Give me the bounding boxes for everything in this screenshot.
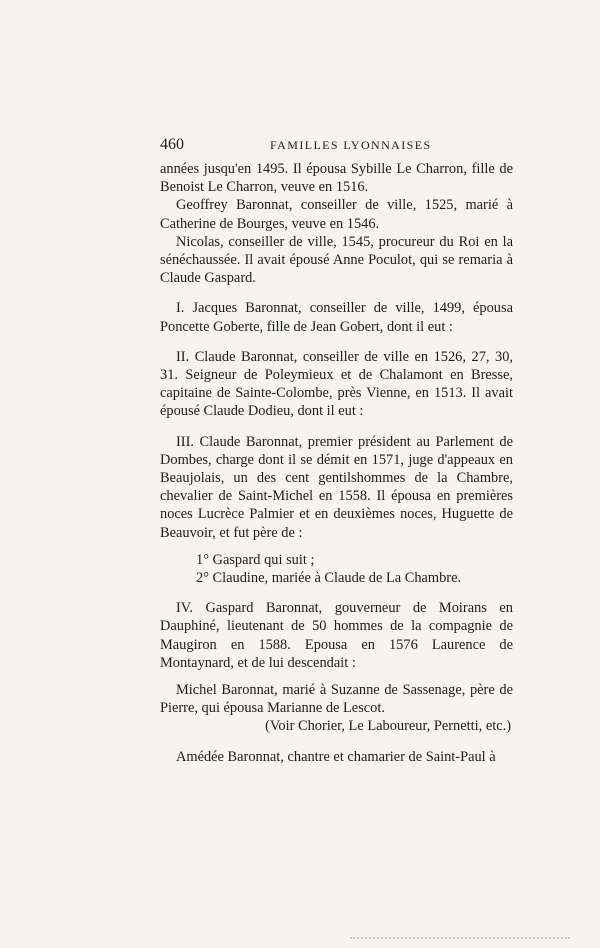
page-header — [160, 136, 510, 156]
list-item-gaspard: 1° Gaspard qui suit ; — [196, 551, 315, 568]
paragraph-generation-2: II. Claude Baronnat, conseiller de ville en 1526, 27, 30, 31. Seigneur de Poleymieux et de Chalamont en Bresse, capitaine de Sainte-Colombe, près Vienne, en 1513. Il avait épousé Claude Dodieu, dont il eut : — [160, 348, 513, 420]
paragraph-generation-3: III. Claude Baronnat, premier président au Parlement de Dombes, charge dont il se démit en 1571, juge d'appeaux en Beaujolais, un des cent gentilshommes de la Chambre, chevalier de Saint-Michel en 1558. Il épousa en premières noces Lucrèce Palmier et en deuxièmes noces, Huguette de Beauvoir, et fut père de : — [160, 433, 513, 541]
paragraph-michel: Michel Baronnat, marié à Suzanne de Sassenage, père de Pierre, qui épousa Marianne de Lescot. — [160, 682, 513, 717]
list-item-claudine: 2° Claudine, mariée à Claude de La Chambre. — [196, 570, 462, 587]
citation-reference: (Voir Chorier, Le Laboureur, Pernetti, etc.) — [265, 718, 511, 735]
page-number: 460 — [160, 136, 184, 153]
paragraph-amedee: Amédée Baronnat, chantre et chamarier de Saint-Paul à — [176, 748, 496, 765]
scan-edge-artifact — [350, 937, 570, 942]
paragraph-geoffrey: Geoffrey Baronnat, conseiller de ville, 1525, marié à Catherine de Bourges, veuve en 1546. — [160, 197, 513, 232]
page-body — [160, 160, 513, 766]
paragraph-generation-4: IV. Gaspard Baronnat, gouverneur de Moirans en Dauphiné, lieutenant de 50 hommes de la compagnie de Maugiron en 1588. Epousa en 1576 Laurence de Montaynard, et de lui descendait : — [160, 600, 513, 671]
running-title: FAMILLES LYONNAISES — [270, 138, 432, 152]
paragraph-generation-1: I. Jacques Baronnat, conseiller de ville, 1499, épousa Poncette Goberte, fille de Jean Gobert, dont il eut : — [160, 300, 513, 335]
paragraph-nicolas: Nicolas, conseiller de ville, 1545, procureur du Roi en la sénéchaussée. Il avait épousé Anne Poculot, qui se remaria à Claude Gaspard. — [160, 233, 513, 287]
paragraph-continuation: années jusqu'en 1495. Il épousa Sybille Le Charron, fille de Benoist Le Charron, veuve en 1516. — [160, 161, 513, 196]
